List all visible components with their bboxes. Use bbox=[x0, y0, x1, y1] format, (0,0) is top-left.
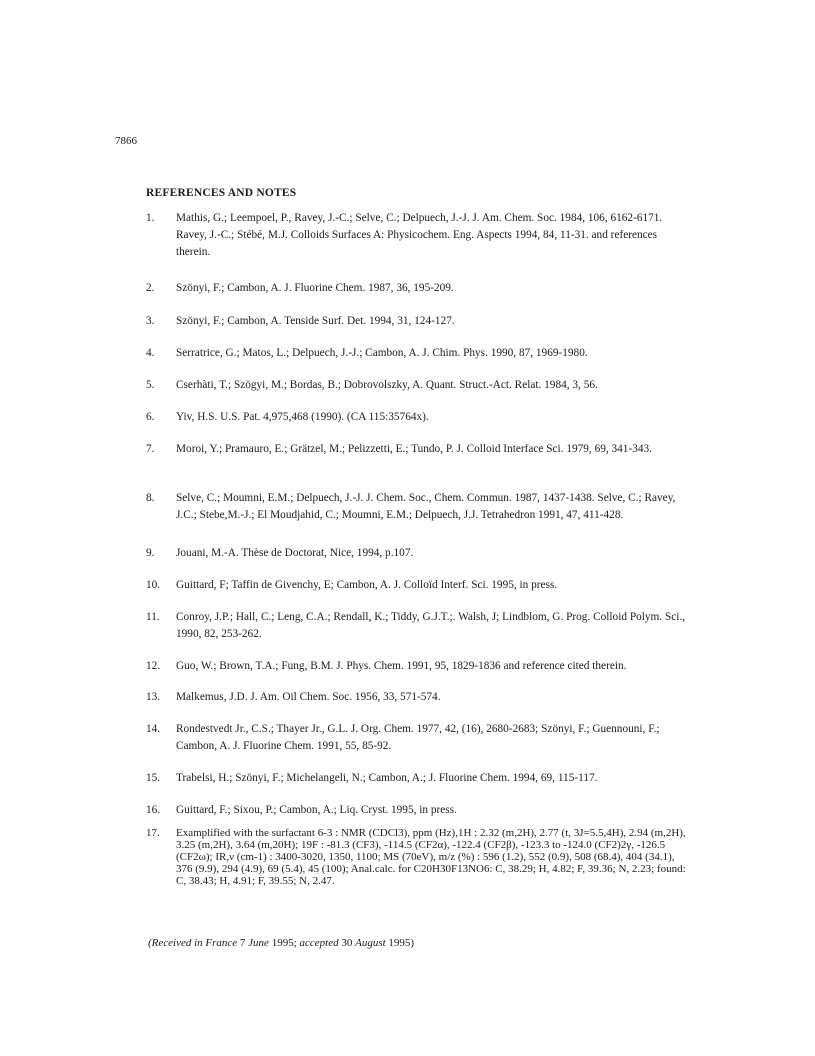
reference-number: 8. bbox=[146, 492, 155, 504]
reference-text: Szönyi, F.; Cambon, A. J. Fluorine Chem. 1987, 36, 195-209. bbox=[176, 282, 454, 294]
reference-text: Guo, W.; Brown, T.A.; Fung, B.M. J. Phys. Chem. 1991, 95, 1829-1836 and reference cited therein. bbox=[176, 660, 627, 672]
accepted-label: accepted bbox=[299, 937, 339, 949]
reference-16 bbox=[146, 802, 691, 819]
page-number: 7866 bbox=[115, 135, 137, 147]
reference-7 bbox=[146, 441, 691, 458]
reference-number: 14. bbox=[146, 723, 161, 735]
reference-13 bbox=[146, 689, 691, 706]
reference-14 bbox=[146, 721, 691, 755]
received-label: (Received in France bbox=[148, 937, 238, 949]
reference-text: Conroy, J.P.; Hall, C.; Leng, C.A.; Rendall, K.; Tiddy, G.J.T.;. Walsh, J; Lindblom, G. Prog. Colloid Polym. Sci., 1990, 82, 253-262. bbox=[176, 611, 686, 640]
reference-5 bbox=[146, 377, 691, 394]
reference-text: Trabelsi, H.; Szönyi, F.; Michelangeli, N.; Cambon, A.; J. Fluorine Chem. 1994, 69, 115-117. bbox=[176, 772, 598, 784]
reference-2 bbox=[146, 280, 691, 297]
reference-text: Examplified with the surfactant 6-3 : NMR (CDCl3), ppm (Hz),1H : 2.32 (m,2H), 2.77 (t, 3J=5.5,4H), 2.94 (m,2H), 3.25 (m,2H), 3.64 (m,20H); 19F : -81.3 (CF3), -114.5 (CF2α), -122.4 (CF2β), -123.3 to -124.0 (CF2)2γ, -126.5 (CF2ω); IR,ν (cm-1) : 3400-3020, 1350, 1100; MS (70eV), m/z (%) : 596 (1.2), 552 (0.9), 508 (68.4), 404 (34.1), 376 (9.9), 294 (4.9), 69 (5.4), 45 (100); Anal.calc. for C20H30F13NO6: C, 38.29; H, 4.82; F, 39.36; N, 2.23; found: C, 38.43; H, 4.91; F, 39.55; N, 2.47. bbox=[176, 827, 686, 887]
reference-text: Selve, C.; Moumni, E.M.; Delpuech, J.-J. J. Chem. Soc., Chem. Commun. 1987, 1437-1438. Selve, C.; Ravey, J.C.; Stebe,M.-J.; El Moudjahid, C.; Moumni, E.M.; Delpuech, J.J. Tetrahedron 1991, 47, 411-428. bbox=[176, 492, 676, 521]
accepted-year: 1995) bbox=[388, 937, 415, 949]
reference-number: 12. bbox=[146, 660, 161, 672]
reference-4 bbox=[146, 345, 691, 362]
received-month: June bbox=[248, 937, 269, 949]
reference-9 bbox=[146, 545, 691, 562]
reference-text: Malkemus, J.D. J. Am. Oil Chem. Soc. 1956, 33, 571-574. bbox=[176, 691, 441, 703]
reference-number: 9. bbox=[146, 547, 155, 559]
received-day: 7 bbox=[239, 937, 246, 949]
reference-number: 3. bbox=[146, 315, 155, 327]
reference-11 bbox=[146, 609, 691, 643]
reference-text: Guittard, F.; Sixou, P.; Cambon, A.; Liq. Cryst. 1995, in press. bbox=[176, 804, 457, 816]
section-heading: REFERENCES AND NOTES bbox=[146, 187, 297, 199]
reference-number: 2. bbox=[146, 282, 155, 294]
reference-text: Mathis, G.; Leempoel, P., Ravey, J.-C.; Selve, C.; Delpuech, J.-J. J. Am. Chem. Soc. 1984, 106, 6162-6171. Ravey, J.-C.; Stébé, M.J. Colloids Surfaces A: Physicochem. Eng. Aspects 1994, 84, 11-31. and references therein. bbox=[176, 212, 663, 258]
reference-12 bbox=[146, 658, 691, 675]
reference-number: 5. bbox=[146, 379, 155, 391]
received-note bbox=[148, 937, 414, 949]
received-year: 1995; bbox=[271, 937, 300, 949]
reference-number: 7. bbox=[146, 443, 155, 455]
reference-3 bbox=[146, 313, 691, 330]
reference-text: Szönyi, F.; Cambon, A. Tenside Surf. Det. 1994, 31, 124-127. bbox=[176, 315, 455, 327]
accepted-month: August bbox=[355, 937, 386, 949]
reference-number: 13. bbox=[146, 691, 161, 703]
reference-10 bbox=[146, 577, 691, 594]
reference-number: 17. bbox=[146, 827, 160, 839]
reference-6 bbox=[146, 409, 691, 426]
reference-1 bbox=[146, 210, 691, 261]
reference-text: Serratrice, G.; Matos, L.; Delpuech, J.-J.; Cambon, A. J. Chim. Phys. 1990, 87, 1969-1980. bbox=[176, 347, 588, 359]
reference-number: 16. bbox=[146, 804, 161, 816]
accepted-day: 30 bbox=[341, 937, 353, 949]
reference-text: Jouani, M.-A. Thèse de Doctorat, Nice, 1994, p.107. bbox=[176, 547, 414, 559]
reference-text: Cserhàti, T.; Szögyi, M.; Bordas, B.; Dobrovolszky, A. Quant. Struct.-Act. Relat. 1984, 3, 56. bbox=[176, 379, 598, 391]
reference-text: Rondestvedt Jr., C.S.; Thayer Jr., G.L. J. Org. Chem. 1977, 42, (16), 2680-2683; Szönyi, F.; Guennouni, F.; Cambon, A. J. Fluorine Chem. 1991, 55, 85-92. bbox=[176, 723, 660, 752]
reference-text: Moroi, Y.; Pramauro, E.; Grätzel, M.; Pelizzetti, E.; Tundo, P. J. Colloid Interface Sci. 1979, 69, 341-343. bbox=[176, 443, 652, 455]
reference-number: 15. bbox=[146, 772, 161, 784]
reference-text: Guittard, F; Taffin de Givenchy, E; Cambon, A. J. Colloïd Interf. Sci. 1995, in press. bbox=[176, 579, 558, 591]
reference-15 bbox=[146, 770, 691, 787]
reference-number: 11. bbox=[146, 611, 160, 623]
reference-text: Yiv, H.S. U.S. Pat. 4,975,468 (1990). (CA 115:35764x). bbox=[176, 411, 429, 423]
reference-number: 10. bbox=[146, 579, 161, 591]
reference-17 bbox=[146, 827, 691, 887]
reference-number: 6. bbox=[146, 411, 155, 423]
reference-number: 4. bbox=[146, 347, 155, 359]
reference-8 bbox=[146, 490, 691, 524]
reference-number: 1. bbox=[146, 212, 155, 224]
